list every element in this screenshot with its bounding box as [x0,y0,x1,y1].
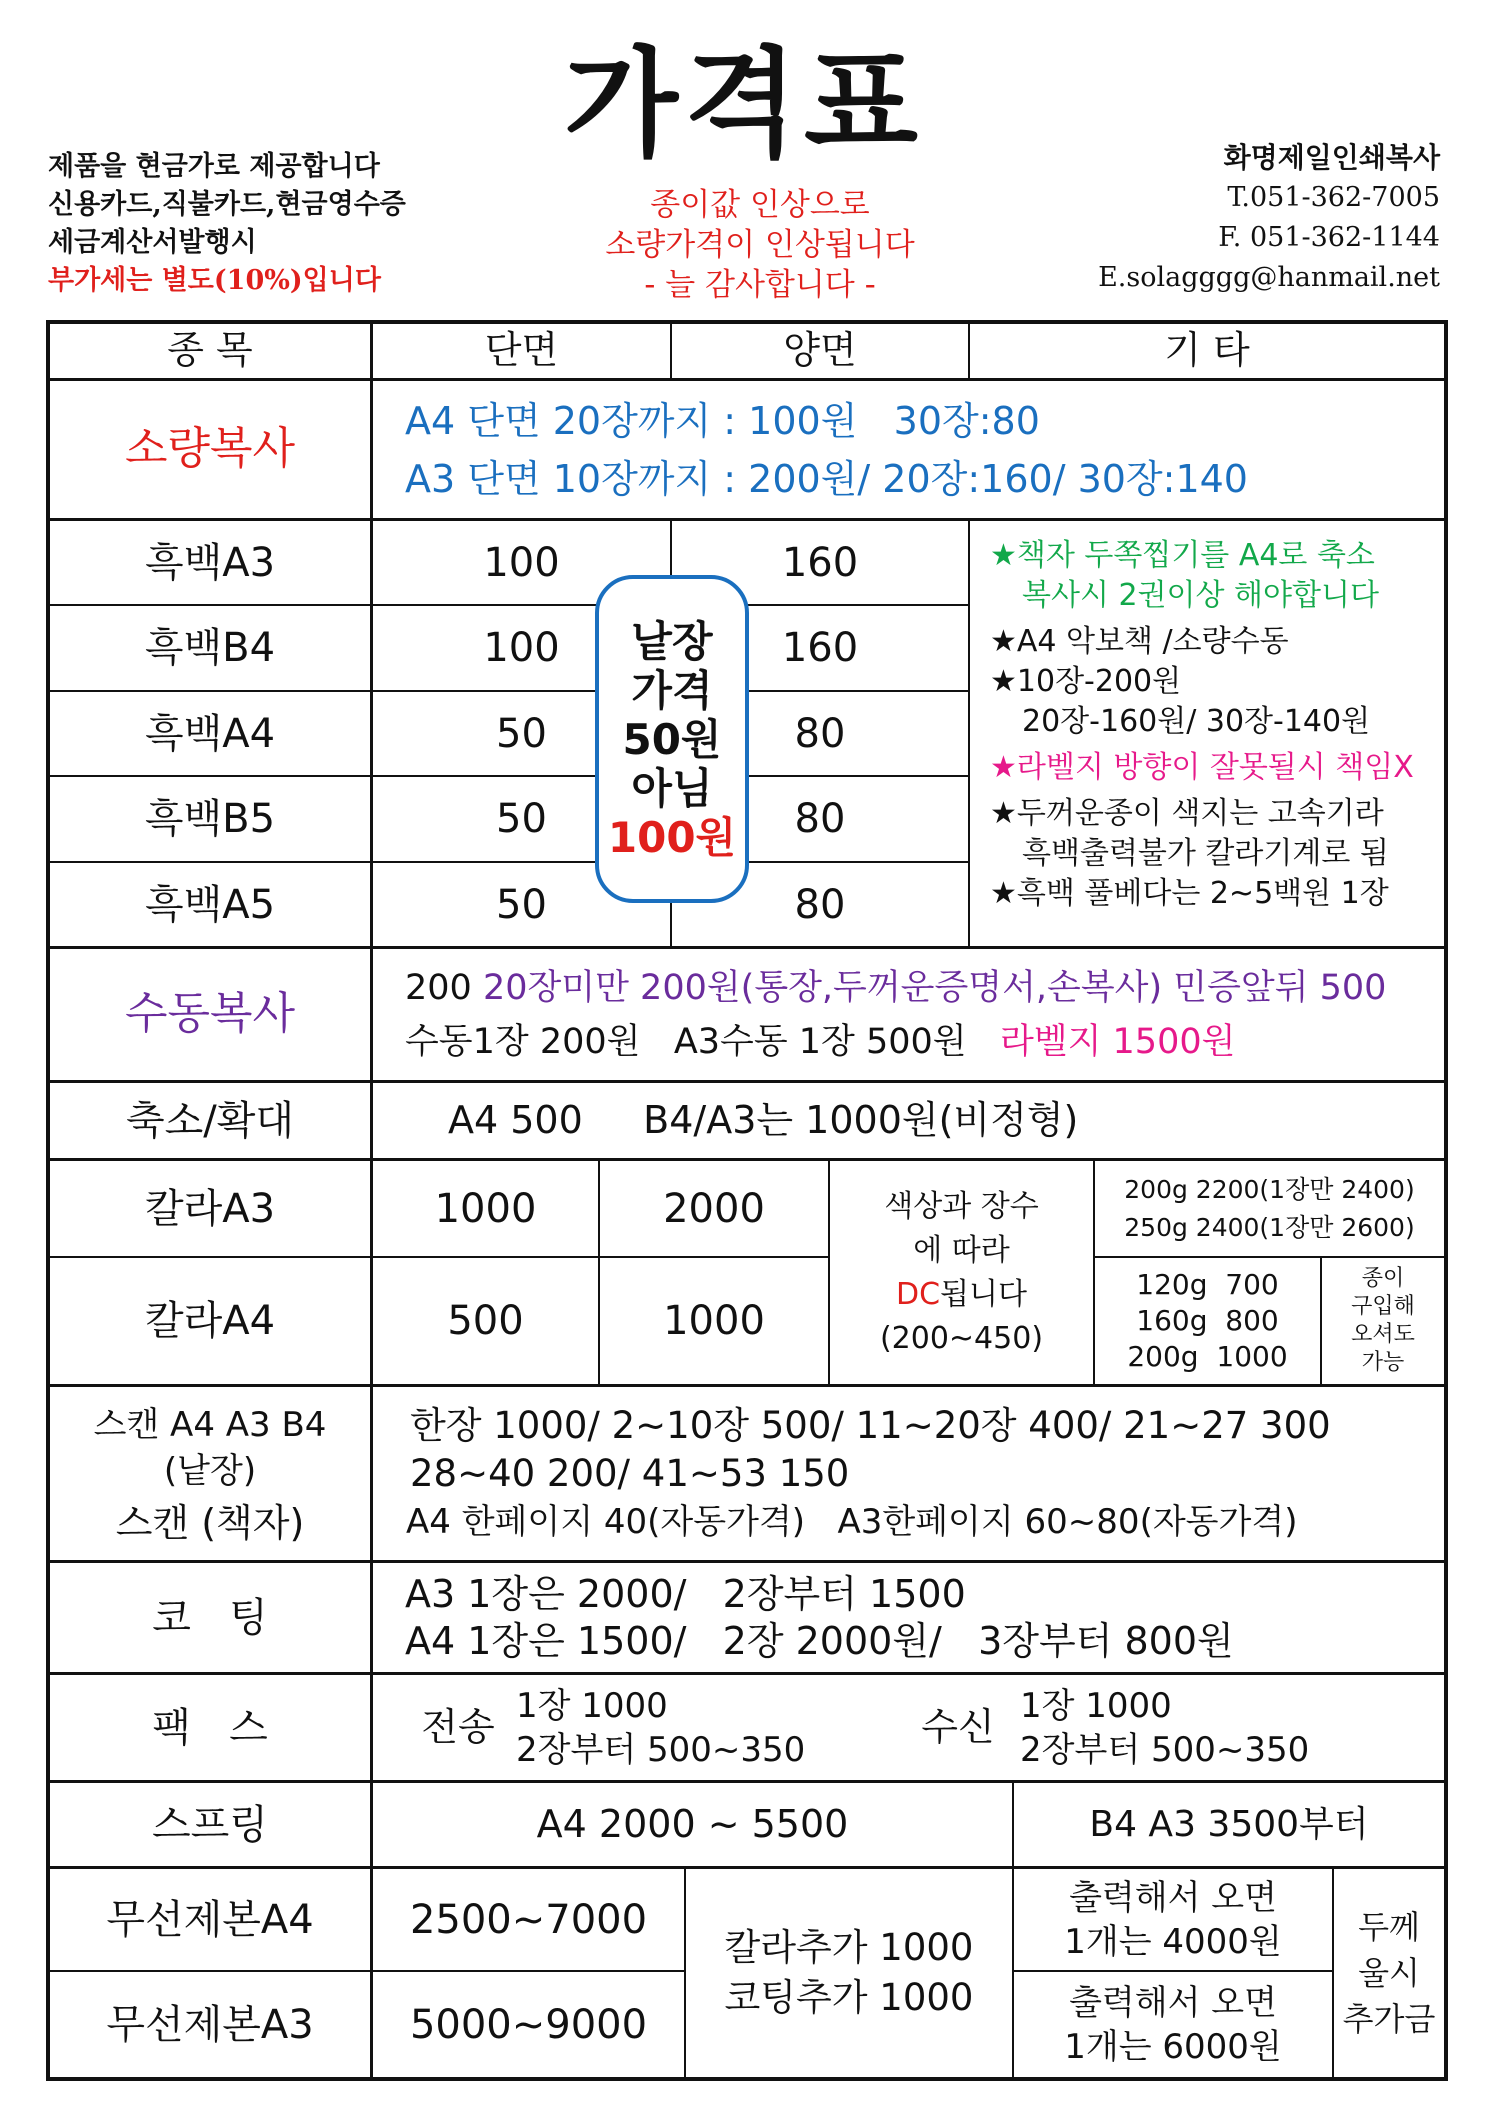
small-copy-label: 소량복사 [124,423,295,475]
color-label: 칼라A4 [144,1298,276,1344]
sheet-price-badge [595,575,749,903]
color-paper-prices [1095,1161,1444,1256]
shop-tel: T.051-362-7005 [1227,182,1440,213]
coating-label: 코 팅 [152,1594,268,1641]
paper-price-line: 160g 800 [1136,1304,1279,1337]
color-single-price: 500 [447,1298,524,1344]
scan-label-line: 스캔 (책자) [115,1500,305,1545]
badge-line: 가격 [631,665,713,715]
badge-line: 아님 [631,763,713,813]
bw-label: 흑백B5 [144,796,276,842]
notice-line: 소량가격이 인상됩니다 [605,227,915,263]
print-note-line: 출력해서 오면 [1069,1877,1277,1918]
bw-single-price: 100 [483,625,560,671]
bw-note: 복사시 2권이상 해야합니다 [1022,578,1379,613]
spring-label: 스프링 [152,1801,268,1848]
fax-send-prices [516,1675,896,1780]
color-paper-prices [1095,1258,1320,1384]
fax-price-line: 1장 1000 [1020,1685,1172,1726]
header-single: 단면 [484,328,559,373]
manual-copy-detail: 20장미만 200원(통장,두꺼운증명서,손복사) 민증앞뒤 500 [482,967,1387,1008]
scan-price-line: 28~40 200/ 41~53 150 [410,1451,850,1495]
coating-prices [405,1563,1440,1672]
scan-label [50,1387,370,1560]
shop-name: 화명제일인쇄복사 [1223,141,1440,174]
page-title: 가격표 [564,35,924,173]
dc-line: 됩니다 [940,1276,1027,1312]
bw-double-price: 80 [794,881,846,928]
bw-note: ★라벨지 방향이 잘못될시 책임X [990,750,1414,785]
shop-contact [1098,138,1440,298]
print-note-line: 1개는 4000원 [1064,1921,1282,1962]
fax-price-line: 1장 1000 [516,1685,668,1726]
badge-line: 50원 [622,714,722,764]
color-double-price: 2000 [663,1185,765,1232]
small-copy-prices [405,381,1435,518]
thickness-surcharge-note [1334,1869,1444,2077]
binding-a3-price: 5000~9000 [409,2001,648,2048]
notice-line: - 늘 감사합니다 - [644,267,876,303]
bw-double-price: 160 [781,625,859,671]
bw-note: 20장-160원/ 30장-140원 [1022,704,1371,739]
bw-label: 흑백A5 [144,881,276,928]
bw-single-price: 100 [483,539,560,586]
price-increase-notice [540,185,980,305]
small-copy-line: A4 단면 20장까지 : 100원 30장:80 [405,398,1040,443]
binding-a4-label: 무선제본A4 [106,1896,314,1943]
paper-price-line: 120g 700 [1136,1268,1279,1301]
dc-line: 색상과 장수 [884,1188,1039,1224]
notice-line: 종이값 인상으로 [650,187,870,223]
fax-receive-prices [1020,1675,1420,1780]
bw-label: 흑백A3 [144,539,276,586]
binding-extra-line: 칼라추가 1000 [724,1926,974,1969]
binding-extras [686,1869,1012,2077]
bw-note: 흑백출력불가 칼라기계로 됨 [1022,836,1389,871]
bw-double-price: 160 [781,539,859,586]
bw-note: ★두꺼운종이 색지는 고속기라 [990,796,1384,831]
paper-note-line: 구입해 [1351,1294,1415,1319]
print-note-line: 출력해서 오면 [1069,1982,1277,2023]
coating-price-line: A4 1장은 1500/ 2장 2000원/ 3장부터 800원 [405,1618,1234,1663]
label-paper-price: 라벨지 1500원 [999,1021,1236,1062]
badge-price: 100원 [607,812,737,862]
shop-email: E.solagggg@hanmail.net [1098,262,1440,293]
color-single-price: 1000 [434,1185,537,1232]
header-double: 양면 [783,328,857,373]
bw-single-price: 50 [496,710,547,757]
color-dc-note [830,1161,1093,1384]
manual-copy-detail: 수동1장 200원 A3수동 1장 500원 [405,1021,967,1062]
dc-line: 에 따라 [913,1232,1010,1268]
resize-prices: A4 500 B4/A3는 1000원(비정형) [448,1097,1079,1142]
scan-label-line: 스캔 A4 A3 B4 [93,1404,327,1445]
paper-note-line: 가능 [1361,1350,1405,1375]
print-note-line: 1개는 6000원 [1064,2026,1282,2067]
payment-note-line: 세금계산서발행시 [48,227,257,258]
paper-price-line: 200g 2200(1장만 2400) [1124,1174,1415,1204]
color-label: 칼라A3 [144,1185,276,1232]
bw-note: ★책자 두쪽찝기를 A4로 축소 [990,538,1375,573]
paper-price-line: 200g 1000 [1127,1340,1288,1373]
binding-extra-line: 코팅추가 1000 [724,1976,974,2019]
bw-note: ★흑백 풀베다는 2~5백원 1장 [990,876,1389,911]
fax-label: 팩 스 [152,1704,268,1751]
bw-label: 흑백A4 [144,710,276,757]
scan-price-line: A4 한페이지 40(자동가격) A3한페이지 60~80(자동가격) [406,1501,1298,1542]
bw-single-price: 50 [496,796,547,842]
paper-note-line: 종이 [1361,1266,1405,1291]
resize-label: 축소/확대 [125,1097,295,1144]
dc-highlight: DC [895,1276,941,1312]
scan-price-line: 한장 1000/ 2~10장 500/ 11~20장 400/ 21~27 300 [410,1403,1331,1447]
manual-copy-prices [405,949,1440,1080]
paper-bring-note [1322,1258,1444,1384]
manual-copy-label: 수동복사 [124,988,295,1040]
coating-price-line: A3 1장은 2000/ 2장부터 1500 [405,1571,966,1616]
shop-fax: F. 051-362-1144 [1218,222,1440,253]
bw-double-price: 80 [794,796,846,842]
scan-label-line: (낱장) [163,1450,257,1491]
bw-notes [990,536,1440,914]
bw-single-price: 50 [496,881,547,928]
scan-prices [406,1387,1440,1560]
fax-receive-label: 수신 [921,1704,995,1749]
fax-price-line: 2장부터 500~350 [1020,1729,1310,1770]
spring-a4-price: A4 2000 ~ 5500 [536,1801,849,1846]
paper-note-line: 오셔도 [1351,1322,1415,1347]
payment-note-line: 신용카드,직불카드,현금영수증 [48,189,406,220]
binding-a4-print-note [1014,1869,1332,1970]
fax-price-line: 2장부터 500~350 [516,1729,806,1770]
fax-send-label: 전송 [421,1704,495,1749]
bw-label: 흑백B4 [144,625,276,671]
vat-note: 부가세는 별도(10%)입니다 [48,265,381,296]
color-double-price: 1000 [663,1298,765,1344]
binding-a3-print-note [1014,1972,1332,2077]
binding-a3-label: 무선제본A3 [106,2001,314,2048]
surcharge-line: 울시 [1358,1954,1420,1992]
bw-note: ★10장-200원 [990,664,1182,699]
bw-note: ★A4 악보책 /소량수동 [990,624,1289,659]
payment-notes [48,148,406,300]
header-other: 기 타 [1164,328,1250,373]
header-item: 종 목 [167,328,253,373]
spring-b4-price: B4 A3 3500부터 [1089,1803,1369,1845]
surcharge-line: 추가금 [1342,2000,1436,2038]
surcharge-line: 두께 [1358,1908,1420,1946]
binding-a4-price: 2500~7000 [409,1896,648,1943]
paper-price-line: 250g 2400(1장만 2600) [1124,1212,1415,1242]
badge-line: 낱장 [631,616,713,666]
bw-double-price: 80 [794,710,846,757]
manual-base-price: 200 [405,967,472,1008]
payment-note-line: 제품을 현금가로 제공합니다 [48,151,380,182]
dc-range: (200~450) [879,1320,1044,1356]
small-copy-line: A3 단면 10장까지 : 200원/ 20장:160/ 30장:140 [405,456,1248,501]
